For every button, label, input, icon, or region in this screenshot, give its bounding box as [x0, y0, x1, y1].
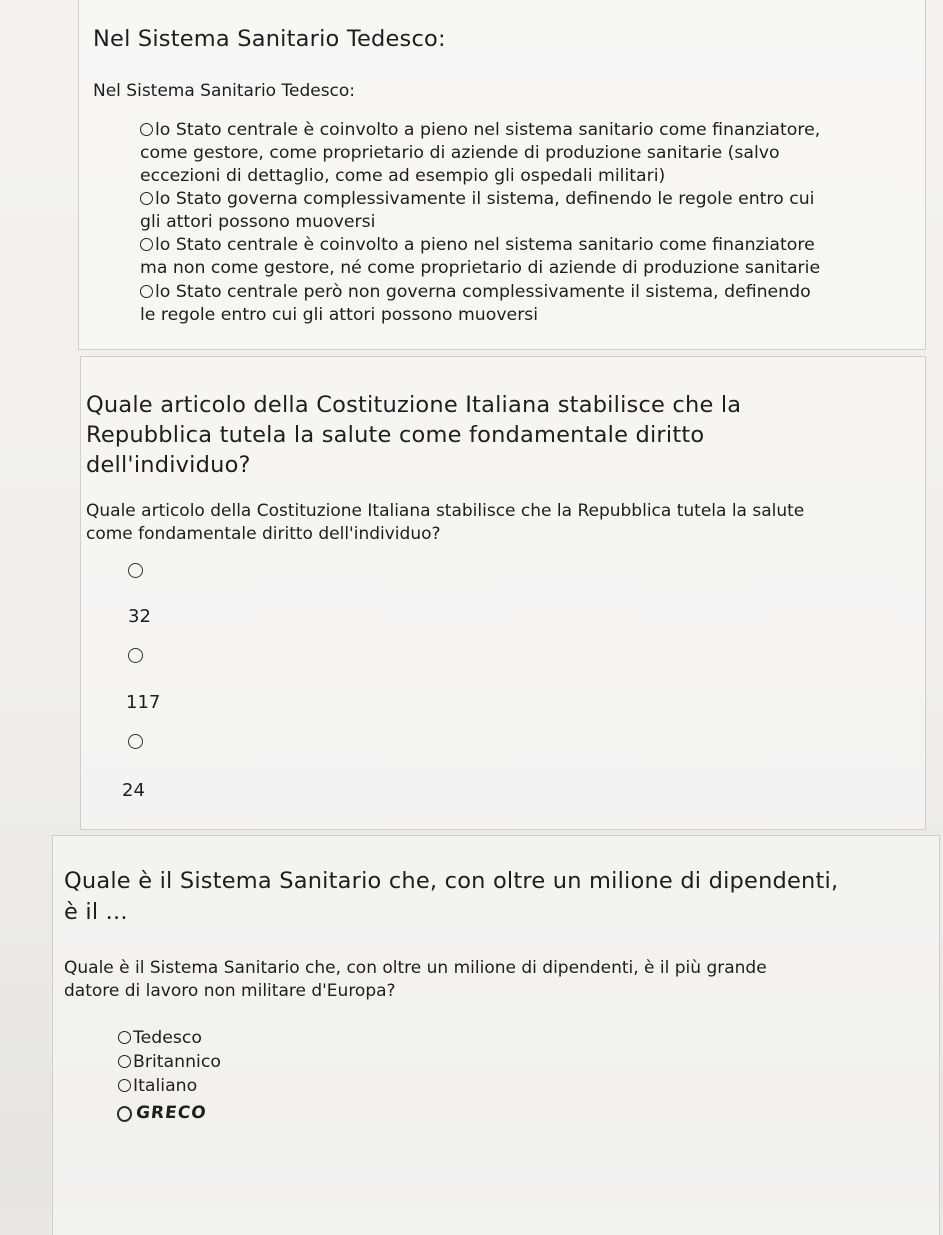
handwritten-text: GRECO: [134, 1103, 208, 1123]
paper-sheet: Nel Sistema Sanitario Tedesco: Nel Sistema Sanitario Tedesco: lo Stato centrale è coinvolto a pieno nel sistema sanitario come finanziatore, come gestore, come proprietario di aziende di produzione sanitarie (salvo eccezioni di dettaglio, come ad esempio gli ospedali militari) lo Stato governa complessivamente il sistema, definendo le regole entro cui gli attori possono muoversi lo Stato centrale è coinvolto a pieno nel sistema sanitario come finanziatore ma non come gestore, né come proprietario di aziende di produzione sanitarie lo Stato centrale però non governa complessivamente il sistema, definendo le regole entro cui gli attori possono muoversi Quale articolo della Costituzione Italiana stabilisce che la Repubblica tutela la salute come fondamentale diritto dell'individuo? Quale articolo della Costituzione Italiana stabilisce che la Repubblica tutela la salute come fondamentale diritto dell'individuo? 32 117 24 Quale è il Sistema Sanitario che, con oltre un milione di dipendenti, è il ... Quale è il Sistema Sanitario che, con oltre un milione di dipendenti, è il più grande datore di lavoro non militare d'Europa? Tedesco Britannico Italiano GRECO: [0, 0, 943, 1209]
q1-text: Nel Sistema Sanitario Tedesco:: [93, 81, 356, 101]
radio-icon[interactable]: [118, 1079, 131, 1092]
q2-option-label: 117: [126, 692, 161, 713]
q2-title-line: Repubblica tutela la salute come fondamentale diritto: [86, 422, 705, 448]
radio-icon[interactable]: [140, 285, 153, 298]
radio-icon[interactable]: [140, 238, 153, 251]
q3-option-1[interactable]: Tedesco: [118, 1027, 202, 1050]
q3-title-line: è il ...: [64, 899, 128, 925]
q2-title-line: dell'individuo?: [86, 452, 251, 478]
q1-title: Nel Sistema Sanitario Tedesco:: [93, 26, 446, 52]
q1-option-1-line: come gestore, come proprietario di aziende di produzione sanitarie (salvo: [140, 143, 780, 163]
radio-icon[interactable]: [128, 734, 143, 749]
handwritten-circle-icon: [117, 1106, 132, 1122]
q1-option-1-line: eccezioni di dettaglio, come ad esempio gli ospedali militari): [140, 166, 666, 186]
radio-icon[interactable]: [128, 648, 143, 663]
q3-text-line: Quale è il Sistema Sanitario che, con oltre un milione di dipendenti, è il più grande: [64, 958, 767, 978]
q2-title-line: Quale articolo della Costituzione Italiana stabilisce che la: [86, 392, 742, 418]
radio-icon[interactable]: [140, 192, 153, 205]
q3-option-2[interactable]: Britannico: [118, 1051, 221, 1074]
radio-icon[interactable]: [118, 1055, 131, 1068]
q2-option-label: 32: [128, 606, 151, 627]
radio-icon[interactable]: [118, 1031, 131, 1044]
q1-option-3-line: ma non come gestore, né come proprietario di aziende di produzione sanitarie: [140, 258, 821, 278]
q2-text-line: come fondamentale diritto dell'individuo?: [86, 524, 441, 544]
q1-option-2-line: gli attori possono muoversi: [140, 212, 376, 232]
q1-option-4-line: le regole entro cui gli attori possono muoversi: [140, 305, 539, 325]
radio-icon[interactable]: [128, 563, 143, 578]
radio-icon[interactable]: [140, 123, 153, 136]
q3-title-line: Quale è il Sistema Sanitario che, con oltre un milione di dipendenti,: [64, 868, 839, 894]
q2-text-line: Quale articolo della Costituzione Italiana stabilisce che la Repubblica tutela la salute: [86, 501, 805, 521]
q3-text-line: datore di lavoro non militare d'Europa?: [64, 981, 396, 1001]
q3-option-3[interactable]: Italiano: [118, 1075, 197, 1098]
q2-option-label: 24: [122, 780, 145, 801]
